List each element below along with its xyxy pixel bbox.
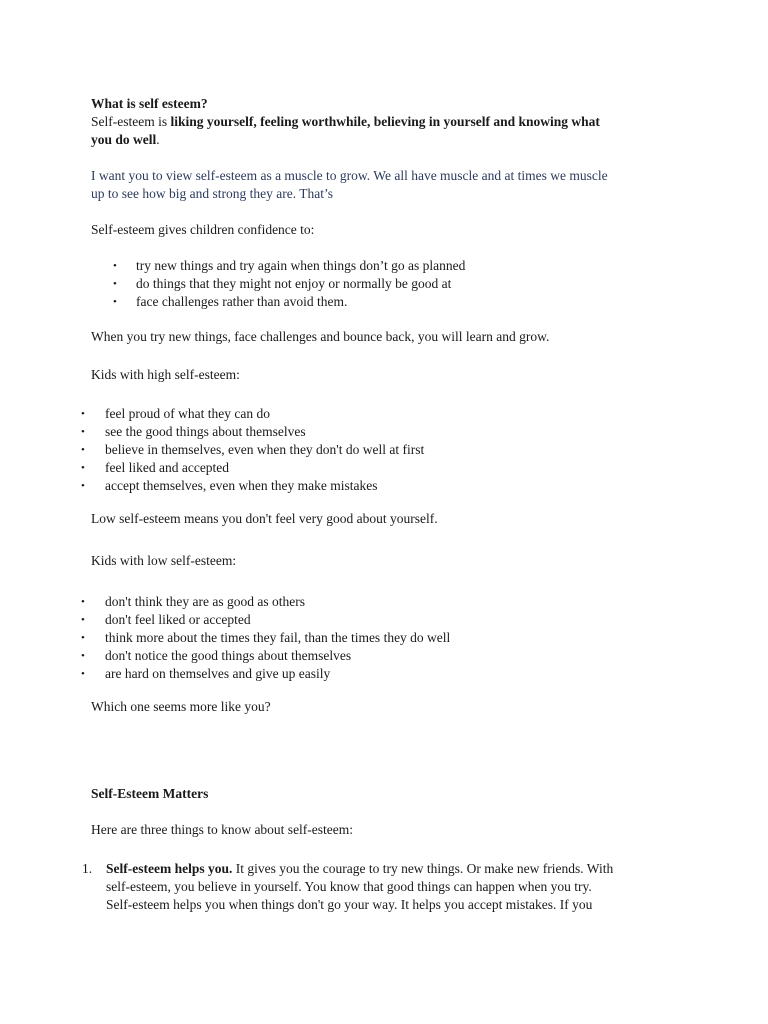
list-item: • don't notice the good things about themselves — [81, 648, 352, 663]
point-bold: Self-esteem helps you. — [106, 861, 233, 876]
point-line-2: self-esteem, you believe in yourself. You know that good things can happen when you try. — [106, 879, 592, 894]
definition-bold-1: liking yourself, feeling worthwhile, believing in yourself and knowing what — [170, 114, 600, 129]
bullet-icon: • — [113, 260, 117, 272]
high-esteem-intro: Kids with high self-esteem: — [91, 367, 240, 382]
muscle-line-1: I want you to view self-esteem as a muscle to grow. We all have muscle and at times we muscle — [91, 168, 608, 183]
matters-intro: Here are three things to know about self-esteem: — [91, 822, 354, 837]
definition-suffix: . — [156, 132, 160, 147]
bullet-icon: • — [81, 462, 85, 474]
muscle-paragraph — [91, 167, 681, 203]
bullet-icon: • — [113, 278, 117, 290]
confidence-intro: Self-esteem gives children confidence to: — [91, 222, 315, 237]
numbered-item-1 — [82, 860, 696, 914]
list-item: • think more about the times they fail, than the times they do well — [81, 630, 451, 645]
question-text: Which one seems more like you? — [91, 699, 271, 714]
definition-prefix: Self-esteem is — [91, 114, 171, 129]
learn-grow-paragraph: When you try new things, face challenges and bounce back, you will learn and grow. — [91, 329, 550, 344]
list-item: • believe in themselves, even when they don't do well at first — [81, 442, 425, 457]
bullet-icon: • — [81, 614, 85, 626]
bullet-icon: • — [81, 596, 85, 608]
definition-paragraph — [91, 113, 681, 149]
bullet-icon: • — [113, 296, 117, 308]
confidence-list — [113, 257, 466, 311]
bullet-icon: • — [81, 480, 85, 492]
definition-bold-2: you do well — [91, 132, 157, 147]
list-item: • don't think they are as good as others — [81, 594, 306, 609]
list-item: • feel proud of what they can do — [81, 406, 270, 421]
list-item: • accept themselves, even when they make mistakes — [81, 478, 378, 493]
bullet-icon: • — [81, 408, 85, 420]
low-esteem-list — [81, 593, 451, 683]
matters-heading: Self-Esteem Matters — [91, 786, 209, 801]
list-item: • don't feel liked or accepted — [81, 612, 251, 627]
bullet-icon: • — [81, 444, 85, 456]
point-line-3: Self-esteem helps you when things don't go your way. It helps you accept mistakes. If you — [106, 897, 593, 912]
page-title: What is self esteem? — [91, 96, 208, 111]
bullet-icon: • — [81, 426, 85, 438]
list-item: • are hard on themselves and give up easily — [81, 666, 331, 681]
bullet-icon: • — [81, 668, 85, 680]
list-item: • see the good things about themselves — [81, 424, 306, 439]
bullet-icon: • — [81, 650, 85, 662]
low-esteem-intro: Kids with low self-esteem: — [91, 553, 237, 568]
point-line-1: It gives you the courage to try new things. Or make new friends. With — [232, 861, 614, 876]
item-number: 1. — [82, 861, 93, 876]
list-item: • feel liked and accepted — [81, 460, 230, 475]
list-item: • face challenges rather than avoid them. — [113, 294, 348, 309]
bullet-icon: • — [81, 632, 85, 644]
list-item: • try new things and try again when things don’t go as planned — [113, 258, 466, 273]
list-item: • do things that they might not enjoy or normally be good at — [113, 276, 452, 291]
high-esteem-list — [81, 405, 425, 495]
muscle-line-2: up to see how big and strong they are. That’s — [91, 186, 333, 201]
low-esteem-definition: Low self-esteem means you don't feel very good about yourself. — [91, 511, 438, 526]
